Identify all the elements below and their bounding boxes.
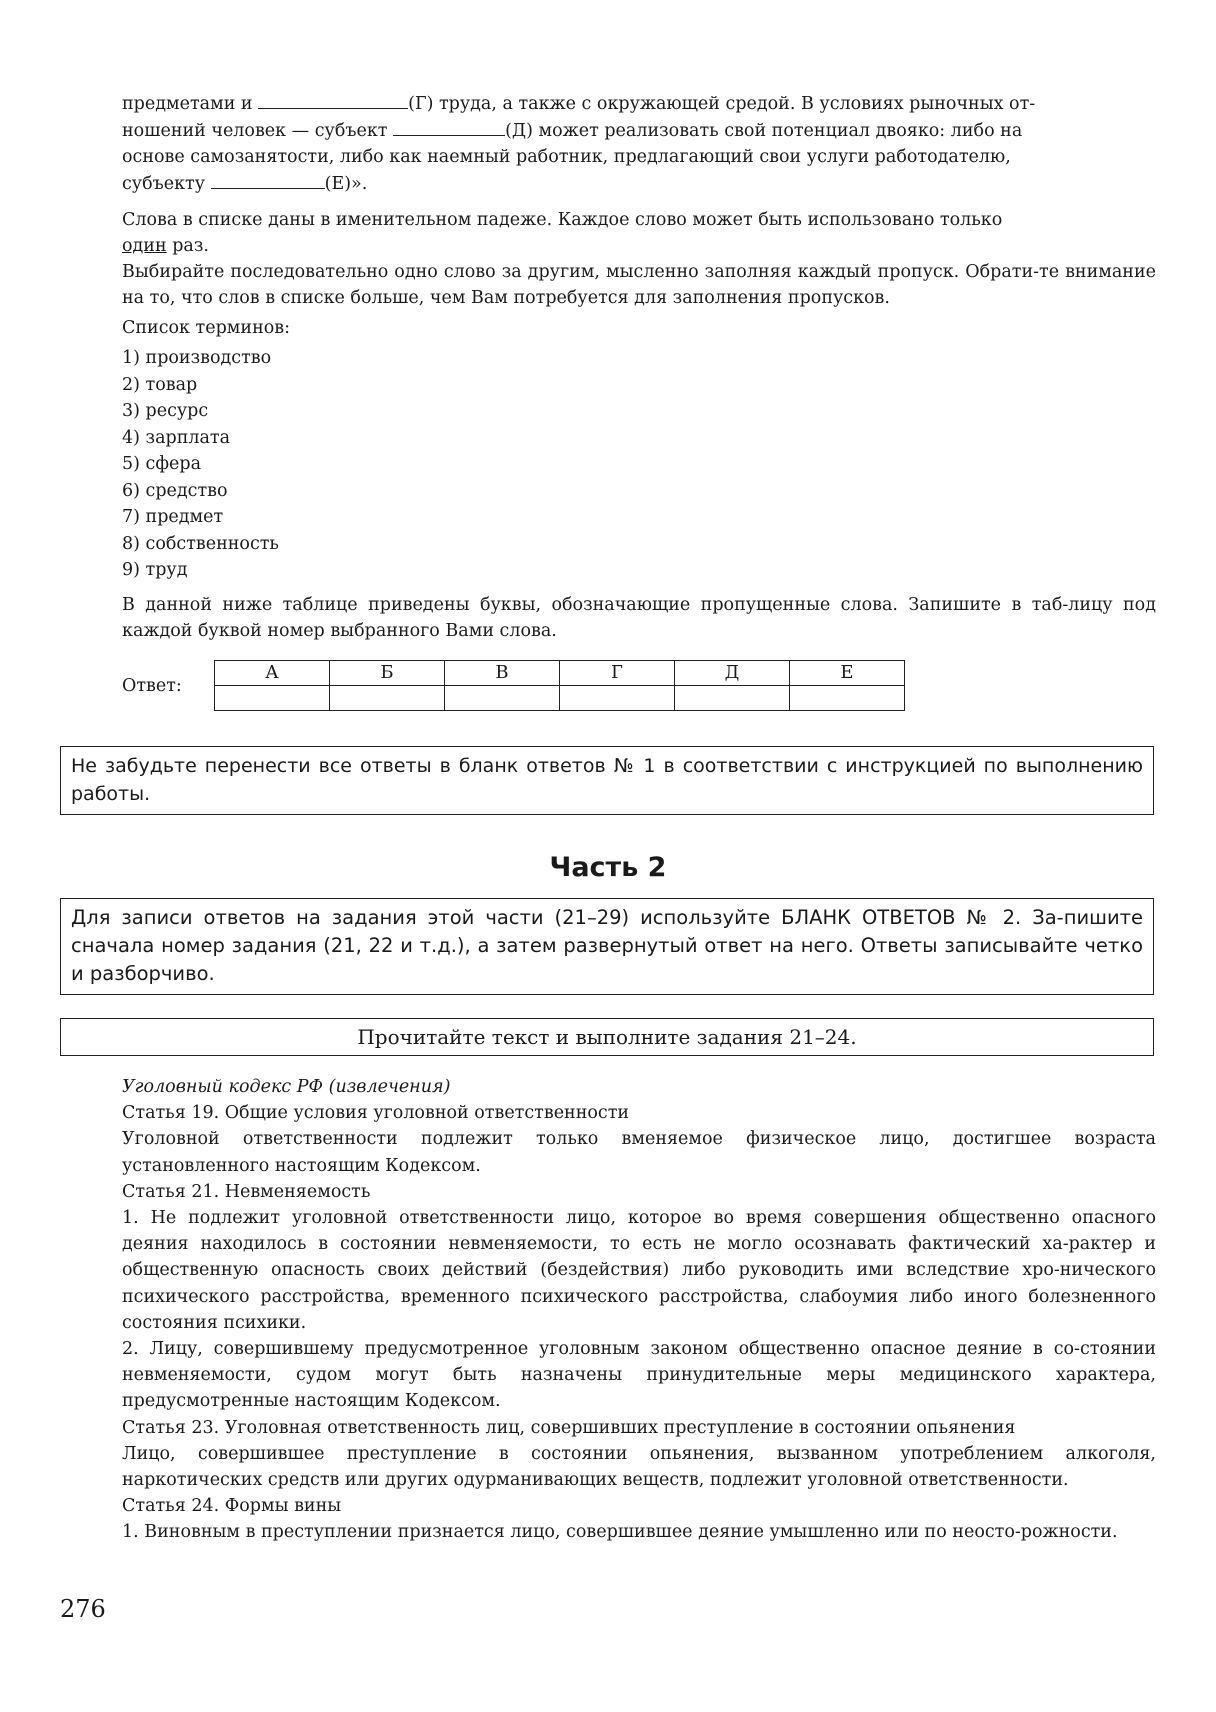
answer-letter: Г <box>560 661 675 686</box>
term-item: 3) ресурс <box>122 401 209 421</box>
answer-letter: Е <box>790 661 905 686</box>
intro-line-4 <box>122 170 1156 197</box>
notice-transfer-answers: Не забудьте перенести все ответы в бланк ответов № 1 в соответствии с инструкцией по выполнению работы. <box>60 746 1154 815</box>
instruction-text: Слова в списке даны в именительном падеже. Каждое слово может быть использовано только <box>122 210 1003 230</box>
blank-e <box>211 170 325 189</box>
intro-text: ношений человек — субъект <box>122 121 388 141</box>
answer-cell[interactable] <box>330 686 445 711</box>
article-heading: Статья 21. Невменяемость <box>122 1181 371 1202</box>
intro-text: (Г) труда, а также с окружающей средой. В условиях рыночных от- <box>408 94 1036 114</box>
source-title: Уголовный кодекс РФ (извлечения) <box>122 1077 451 1097</box>
article-heading: Статья 24. Формы вины <box>122 1496 342 1517</box>
table-instruction: В данной ниже таблице приведены буквы, обозначающие пропущенные слова. Запишите в таб-лицу под каждой буквой номер выбранного Вами слова. <box>122 594 1156 641</box>
answer-cell[interactable] <box>675 686 790 711</box>
instruction-paragraph-2: Выбирайте последовательно одно слово за другим, мысленно заполняя каждый пропуск. Обрати-те внимание на то, что слов в списке больше, чем Вам потребуется для заполнения пропусков. <box>122 262 1156 308</box>
instruction-text: раз. <box>172 236 209 256</box>
article-paragraph: Лицо, совершившее преступление в состоянии опьянения, вызванном употреблением алкоголя, наркотических средств или других одурманивающих веществ, подлежит уголовной ответственности. <box>122 1443 1156 1491</box>
notice-part2-instructions: Для записи ответов на задания этой части (21–29) используйте БЛАНК ОТВЕТОВ № 2. За-пишите сначала номер задания (21, 22 и т.д.), а затем развернутый ответ на него. Ответы записывайте четко и разборчиво. <box>60 898 1154 995</box>
article-paragraph: Уголовной ответственности подлежит только вменяемое физическое лицо, достигшее возраста установленного настоящим Кодексом. <box>122 1129 1156 1176</box>
article-paragraph: 1. Виновным в преступлении признается лицо, совершившее деяние умышленно или по неосто-рожности. <box>122 1522 1118 1543</box>
term-item: 4) зарплата <box>122 427 231 448</box>
notice-read-text: Прочитайте текст и выполните задания 21–24. <box>60 1018 1154 1056</box>
answer-letter: Б <box>330 661 445 686</box>
term-item: 6) средство <box>122 480 228 501</box>
part-title: Часть 2 <box>549 852 667 883</box>
article-heading: Статья 23. Уголовная ответственность лиц, совершивших преступление в состоянии опьянения <box>122 1417 1016 1438</box>
term-item: 1) производство <box>122 348 272 368</box>
instruction-paragraph-1 <box>122 207 1156 259</box>
answer-cell[interactable] <box>560 686 675 711</box>
blank-g <box>258 90 408 109</box>
answer-table <box>214 660 905 711</box>
upper-text <box>122 90 1156 714</box>
article-heading: Статья 19. Общие условия уголовной ответственности <box>122 1103 630 1124</box>
underlined-word: один <box>122 236 167 256</box>
terms-heading: Список терминов: <box>122 318 291 338</box>
intro-line-3: основе самозанятости, либо как наемный работник, предлагающий свои услуги работодателю, <box>122 147 1011 167</box>
article-paragraph: 1. Не подлежит уголовной ответственности лицо, которое во время совершения общественно опасного деяния находилось в состоянии невменяемости, то есть не могло осознавать фактический ха-рактер и общественную опасность своих действий (бездействия) либо руководить ими вследствие хро-нического психического расстройства, временного психического расстройства, слабоумия либо иного болезненного состояния психики. <box>122 1208 1156 1333</box>
answer-letter: А <box>215 661 330 686</box>
blank-d <box>393 117 505 136</box>
term-item: 8) собственность <box>122 533 279 554</box>
intro-line-1 <box>122 90 1156 117</box>
answer-cell[interactable] <box>790 686 905 711</box>
intro-text: предметами и <box>122 94 253 114</box>
answer-cell[interactable] <box>215 686 330 711</box>
article-text <box>122 1074 1156 1546</box>
answer-row <box>122 658 1156 714</box>
terms-list <box>122 345 1156 584</box>
term-item: 5) сфера <box>122 454 202 474</box>
term-item: 2) товар <box>122 374 198 395</box>
intro-text: (Е)». <box>324 174 368 194</box>
term-item: 9) труд <box>122 560 188 580</box>
article-paragraph: 2. Лицу, совершившему предусмотренное уголовным законом общественно опасное деяние в со-стоянии невменяемости, судом могут быть назначены принудительные меры медицинского характера, предусмотренные настоящим Кодексом. <box>122 1339 1156 1412</box>
answer-label: Ответ: <box>122 675 182 696</box>
intro-line-2 <box>122 117 1156 144</box>
answer-cell[interactable] <box>445 686 560 711</box>
term-item: 7) предмет <box>122 507 224 527</box>
intro-text: субъекту <box>122 174 206 194</box>
page-number: 276 <box>60 1595 106 1623</box>
answer-letter: Д <box>675 661 790 686</box>
answer-letter: В <box>445 661 560 686</box>
intro-text: (Д) может реализовать свой потенциал двояко: либо на <box>505 121 1023 141</box>
